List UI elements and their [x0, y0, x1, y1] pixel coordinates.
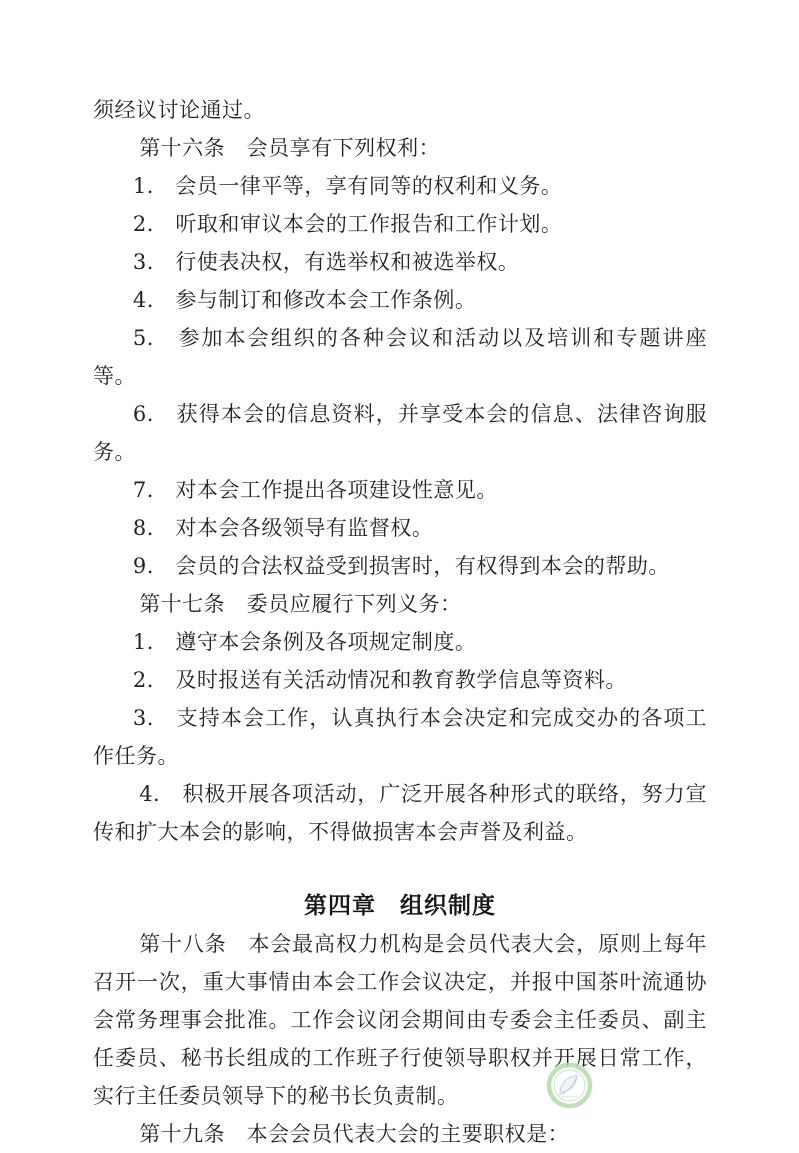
duties-item-4: 4. 积极开展各项活动，广泛开展各种形式的联络，努力宣传和扩大本会的影响，不得做损害本会声誉及利益。	[93, 782, 707, 844]
article-19-heading: 第十九条 本会会员代表大会的主要职权是：	[139, 1122, 570, 1146]
rights-item-1: 1. 会员一律平等，享有同等的权利和义务。	[132, 174, 563, 198]
rights-item-2: 2. 听取和审议本会的工作报告和工作计划。	[132, 212, 563, 236]
rights-item-7: 7. 对本会工作提出各项建设性意见。	[132, 478, 498, 502]
paragraph-continuation: 须经议讨论通过。	[93, 98, 265, 122]
rights-item-9: 9. 会员的合法权益受到损害时，有权得到本会的帮助。	[132, 554, 670, 578]
rights-item-6: 6. 获得本会的信息资料，并享受本会的信息、法律咨询服务。	[93, 402, 707, 464]
rights-item-8: 8. 对本会各级领导有监督权。	[132, 516, 434, 540]
duties-item-2: 2. 及时报送有关活动情况和教育教学信息等资料。	[132, 668, 627, 692]
article-16-heading: 第十六条 会员享有下列权利：	[139, 136, 441, 160]
duties-item-1: 1. 遵守本会条例及各项规定制度。	[132, 630, 477, 654]
rights-item-5: 5. 参加本会组织的各种会议和活动以及培训和专题讲座等。	[93, 326, 707, 388]
duties-item-3: 3. 支持本会工作，认真执行本会决定和完成交办的各项工作任务。	[93, 706, 707, 768]
rights-item-4: 4. 参与制订和修改本会工作条例。	[132, 288, 477, 312]
article-17-heading: 第十七条 委员应履行下列义务：	[139, 592, 462, 616]
rights-item-3: 3. 行使表决权，有选举权和被选举权。	[132, 250, 520, 274]
chapter-4-heading: 第四章 组织制度	[304, 893, 496, 919]
article-18-paragraph: 第十八条 本会最高权力机构是会员代表大会，原则上每年召开一次，重大事情由本会工作会议决定，并报中国茶叶流通协会常务理事会批准。工作会议闭会期间由专委会主任委员、副主任委员、秘书长组成的工作班子行使领导职权并开展日常工作，实行主任委员领导下的秘书长负责制。	[93, 932, 707, 1108]
